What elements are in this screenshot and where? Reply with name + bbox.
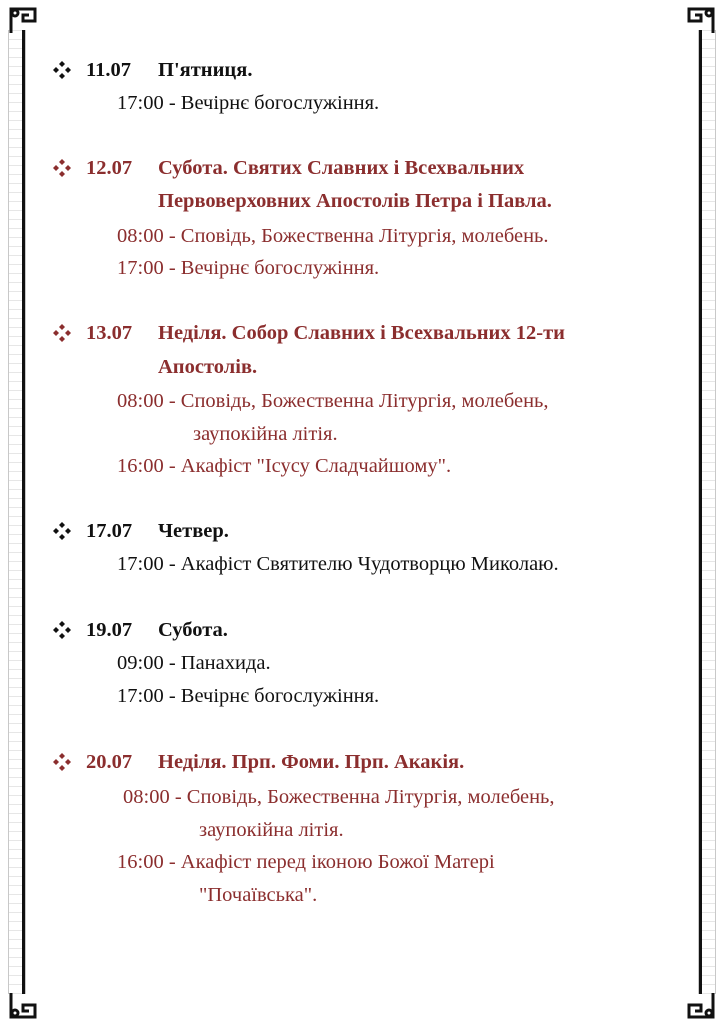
entry-date: 12.07 — [86, 157, 133, 179]
entry-heading: Неділя. Собор Славних і Всехвальних 12-ти — [158, 322, 565, 344]
entry-date: 17.07 — [86, 520, 133, 542]
entry-date: 20.07 — [86, 751, 133, 773]
entry-heading: Апостолів. — [158, 356, 258, 378]
entry-heading: Неділя. Прп. Фоми. Прп. Акакія. — [158, 751, 465, 773]
four-diamond-bullet-icon — [52, 752, 72, 772]
service-line: 09:00 - Панахида. — [117, 652, 271, 674]
entry-heading: П'ятниця. — [158, 59, 253, 81]
service-line: 17:00 - Вечірнє богослужіння. — [117, 92, 380, 114]
service-line: 08:00 - Сповідь, Божественна Літургія, молебень, — [123, 786, 555, 808]
service-line: "Почаївська". — [199, 884, 318, 906]
entry-heading: Первоверховних Апостолів Петра і Павла. — [158, 190, 552, 212]
service-line: 08:00 - Сповідь, Божественна Літургія, молебень, — [117, 390, 549, 412]
four-diamond-bullet-icon — [52, 521, 72, 541]
corner-ornament-icon — [6, 4, 40, 38]
service-line: 16:00 - Акафіст перед іконою Божої Матері — [117, 851, 495, 873]
four-diamond-bullet-icon — [52, 60, 72, 80]
service-line: заупокійна літія. — [199, 819, 344, 841]
corner-ornament-icon — [6, 988, 40, 1022]
service-line: заупокійна літія. — [193, 423, 338, 445]
four-diamond-bullet-icon — [52, 323, 72, 343]
four-diamond-bullet-icon — [52, 620, 72, 640]
corner-ornament-icon — [684, 4, 718, 38]
entry-heading: Субота. — [158, 619, 228, 641]
entry-heading: Четвер. — [158, 520, 229, 542]
right-ornamental-border — [698, 30, 716, 994]
left-ornamental-border — [8, 30, 26, 994]
entry-date: 11.07 — [86, 59, 131, 81]
service-line: 17:00 - Вечірнє богослужіння. — [117, 257, 380, 279]
service-line: 17:00 - Вечірнє богослужіння. — [117, 685, 380, 707]
four-diamond-bullet-icon — [52, 158, 72, 178]
entry-heading: Субота. Святих Славних і Всехвальних — [158, 157, 525, 179]
corner-ornament-icon — [684, 988, 718, 1022]
entry-date: 13.07 — [86, 322, 133, 344]
service-line: 08:00 - Сповідь, Божественна Літургія, молебень. — [117, 225, 549, 247]
entry-date: 19.07 — [86, 619, 133, 641]
service-line: 17:00 - Акафіст Святителю Чудотворцю Миколаю. — [117, 553, 559, 575]
service-line: 16:00 - Акафіст "Ісусу Сладчайшому". — [117, 455, 452, 477]
